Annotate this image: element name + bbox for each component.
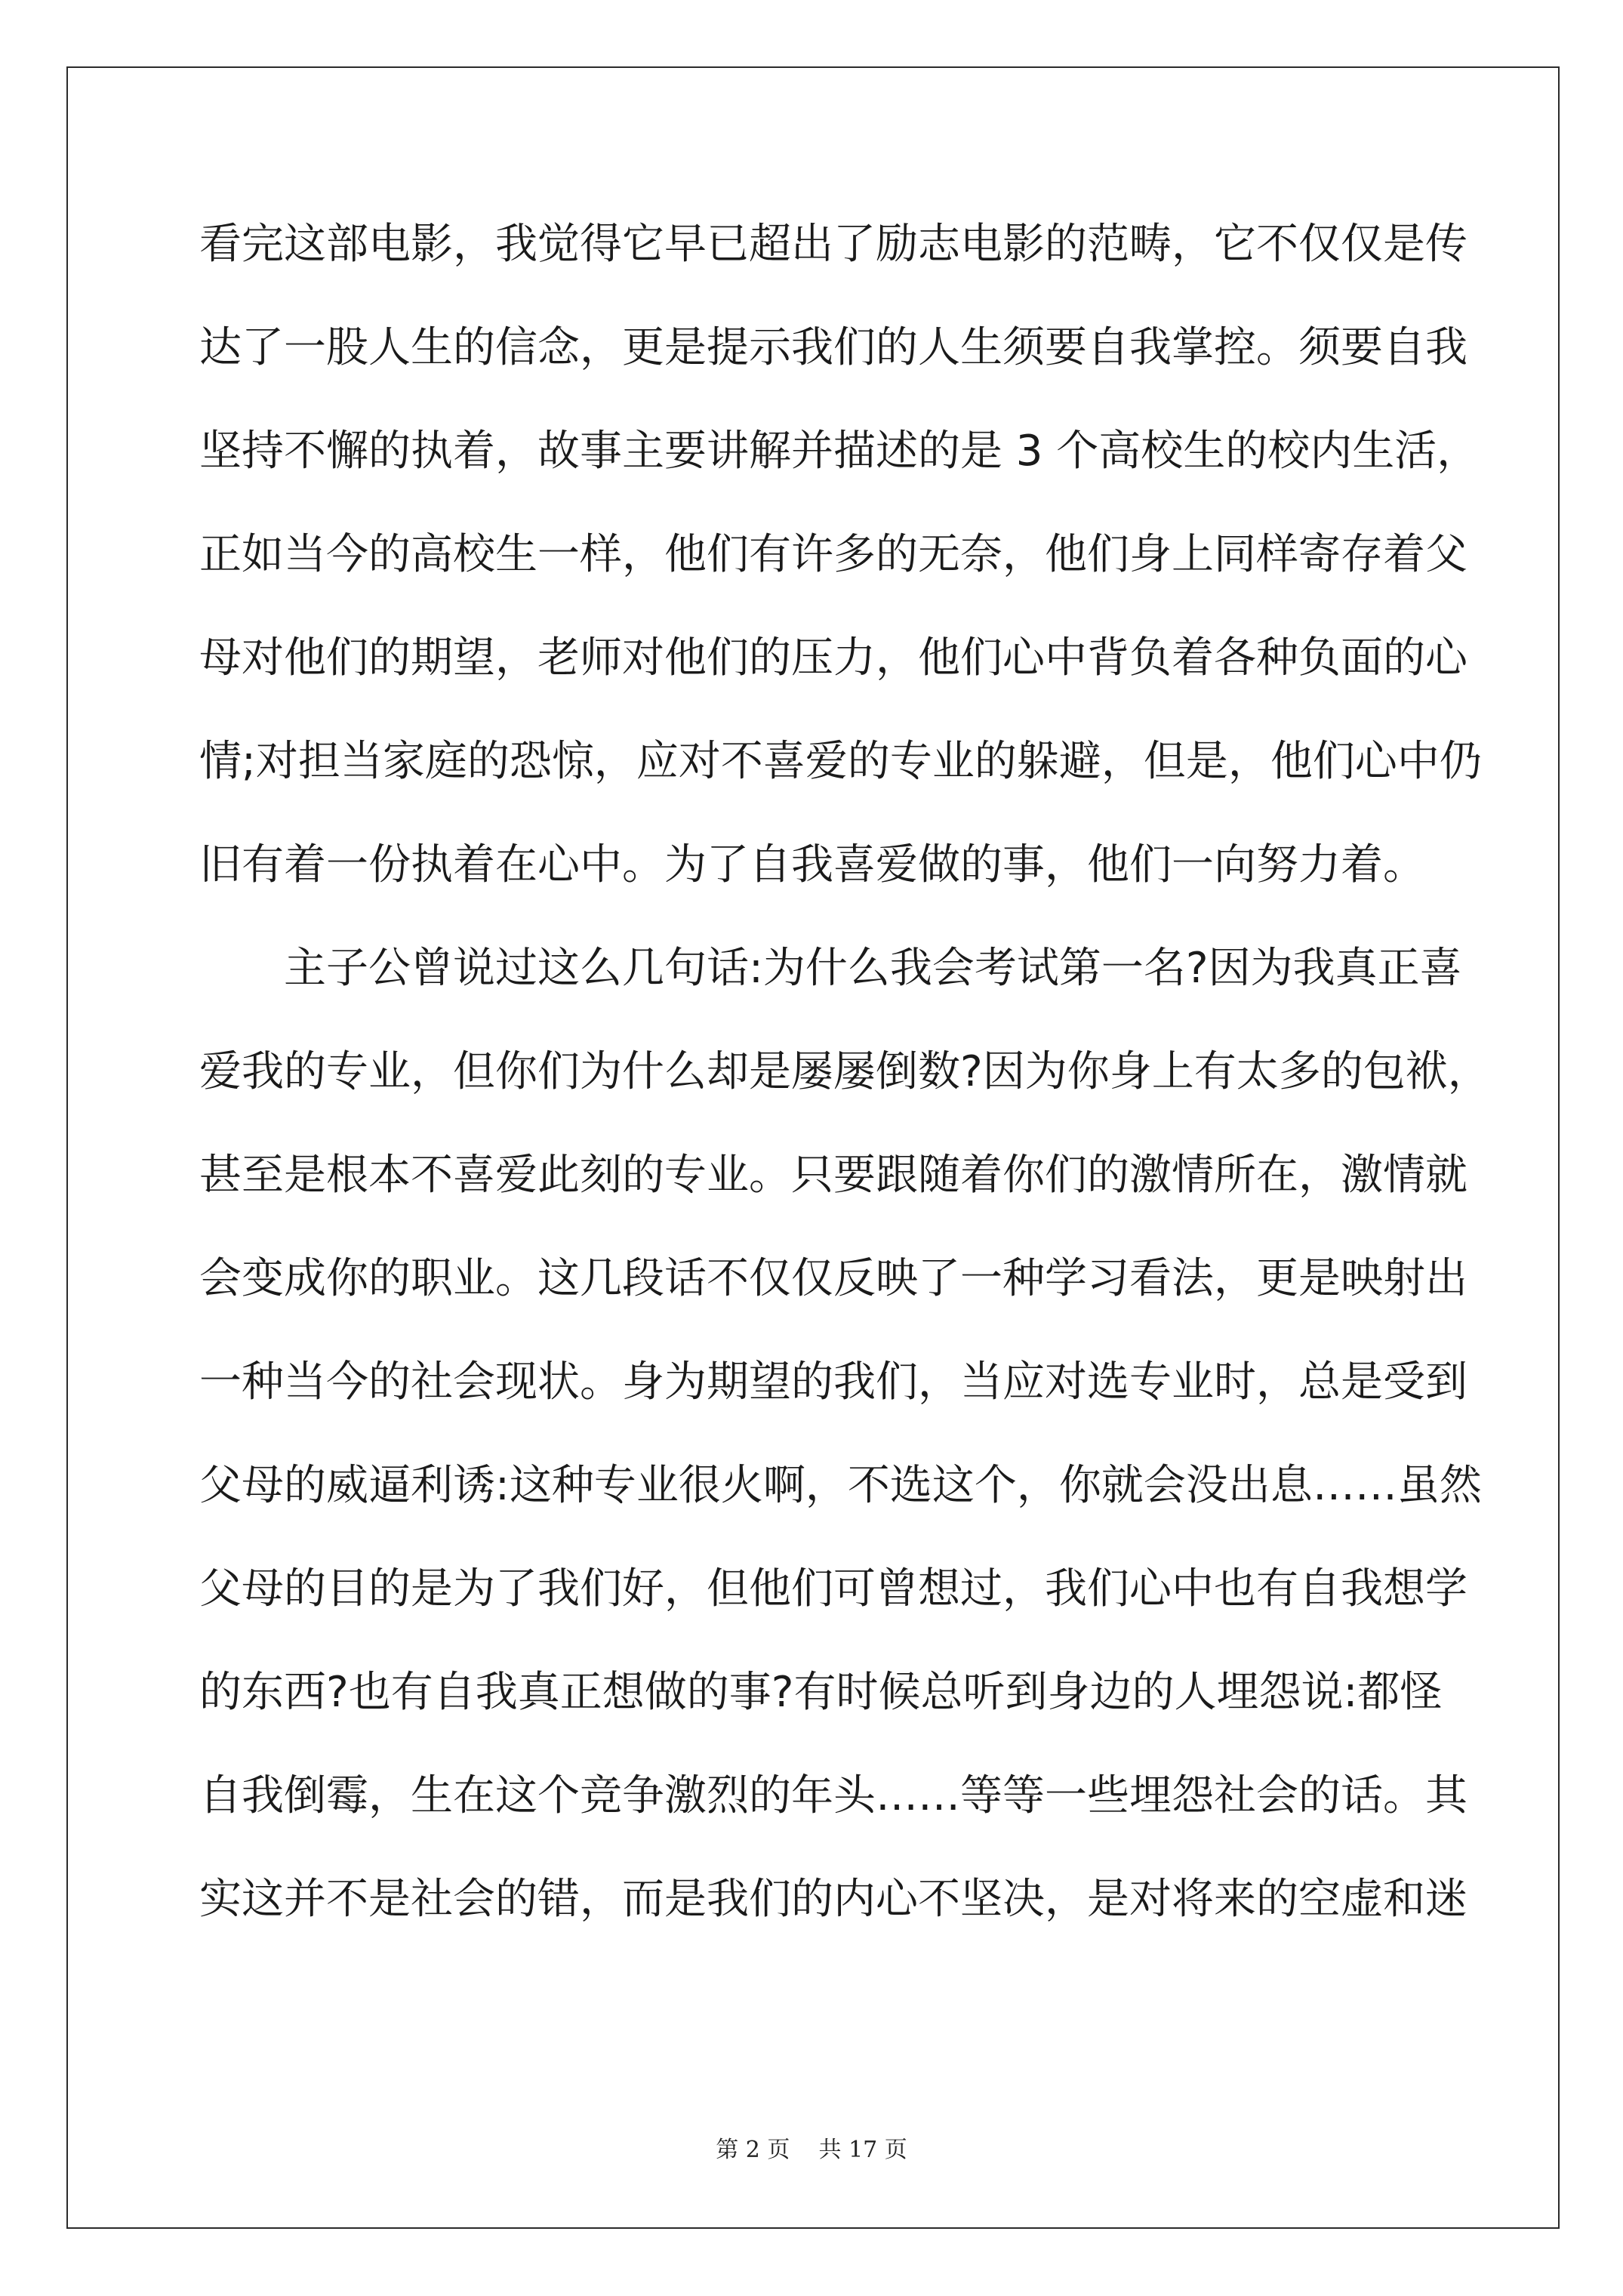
text-line-10: 甚至是根本不喜爱此刻的专业。只要跟随着你们的激情所在，激情就 [199, 1151, 1467, 1200]
text-line-5: 母对他们的期望，老师对他们的压力，他们心中背负着各种负面的心 [199, 633, 1467, 683]
text-line-12: 一种当今的社会现状。身为期望的我们，当应对选专业时，总是受到 [199, 1358, 1467, 1407]
text-line-1: 看完这部电影，我觉得它早已超出了励志电影的范畴，它不仅仅是传 [199, 220, 1467, 269]
text-line-9: 爱我的专业，但你们为什么却是屡屡倒数?因为你身上有太多的包袱， [199, 1047, 1490, 1096]
text-line-2: 达了一股人生的信念，更是提示我们的人生须要自我掌控。须要自我 [199, 323, 1467, 372]
text-line-13: 父母的威逼利诱:这种专业很火啊，不选这个，你就会没出息……虽然 [199, 1461, 1482, 1510]
text-line-16: 自我倒霉，生在这个竞争激烈的年头……等等一些埋怨社会的话。其 [199, 1771, 1467, 1820]
text-line-17: 实这并不是社会的错，而是我们的内心不坚决，是对将来的空虚和迷 [199, 1875, 1467, 1924]
text-line-7: 旧有着一份执着在心中。为了自我喜爱做的事，他们一向努力着。 [199, 840, 1425, 889]
text-line-8: 主子公曾说过这么几句话:为什么我会考试第一名?因为我真正喜 [199, 944, 1462, 993]
document-body [199, 211, 1490, 1970]
page-total: 共 17 页 [818, 2137, 907, 2163]
text-line-15: 的东西?也有自我真正想做的事?有时候总听到身边的人埋怨说:都怪 [199, 1668, 1443, 1717]
page-footer [0, 2131, 1623, 2164]
page-number: 第 2 页 [716, 2137, 790, 2163]
text-line-4: 正如当今的高校生一样，他们有许多的无奈，他们身上同样寄存着父 [199, 530, 1467, 579]
text-line-6: 情;对担当家庭的恐惊，应对不喜爱的专业的躲避，但是，他们心中仍 [199, 737, 1482, 786]
text-line-11: 会变成你的职业。这几段话不仅仅反映了一种学习看法，更是映射出 [199, 1254, 1467, 1303]
text-line-3: 坚持不懈的执着，故事主要讲解并描述的是 3 个高校生的校内生活， [199, 427, 1480, 476]
text-line-14: 父母的目的是为了我们好，但他们可曾想过，我们心中也有自我想学 [199, 1564, 1467, 1613]
